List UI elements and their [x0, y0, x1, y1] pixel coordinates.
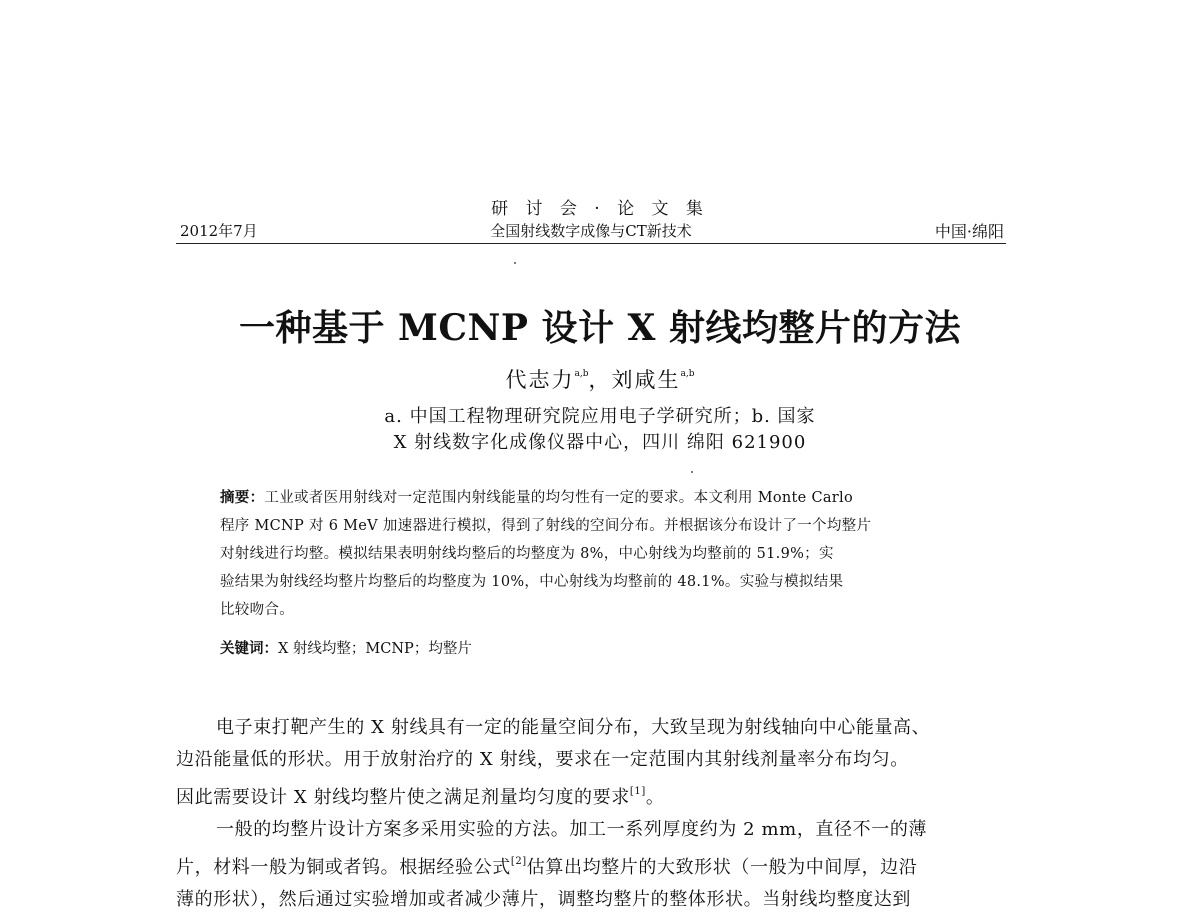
- author-affiliation-mark: a,b: [680, 369, 695, 379]
- body-text-segment: 片，材料一般为铜或者钨。根据经验公式: [176, 857, 511, 878]
- author-name: 刘咸生: [611, 368, 681, 392]
- body-line: 一般的均整片设计方案多采用实验的方法。加工一系列厚度约为 2 mm，直径不一的薄: [216, 819, 928, 840]
- keywords-label: 关键词：: [220, 640, 278, 657]
- body-line: 电子束打靶产生的 X 射线具有一定的能量空间分布，大致呈现为射线轴向中心能量高、: [216, 717, 931, 738]
- abstract-line: 对射线进行均整。模拟结果表明射线均整后的均整度为 8%，中心射线为均整前的 51.9%；实: [220, 546, 834, 562]
- header-date: 2012年7月: [180, 222, 258, 240]
- body-line: [176, 846, 1006, 884]
- keywords: [220, 637, 472, 658]
- author-name: 代志力: [505, 368, 575, 392]
- abstract-label: 摘要：: [220, 489, 265, 506]
- paper-title: 一种基于 MCNP 设计 X 射线均整片的方法: [238, 307, 962, 349]
- abstract: [220, 484, 980, 624]
- abstract-text: 工业或者医用射线对一定范围内射线能量的均匀性有一定的要求。本文利用 Monte Carlo: [264, 490, 853, 506]
- abstract-line: 比较吻合。: [220, 602, 294, 618]
- body-line: 边沿能量低的形状。用于放射治疗的 X 射线，要求在一定范围内其射线剂量率分布均匀。: [176, 749, 909, 770]
- citation-ref[interactable]: [1]: [629, 786, 646, 797]
- author-affiliation-mark: a,b: [574, 369, 589, 379]
- abstract-line: 程序 MCNP 对 6 MeV 加速器进行模拟，得到了射线的空间分布。并根据该分布设计了一个均整片: [220, 518, 872, 534]
- scan-speck: [514, 262, 516, 264]
- body-text-segment: 因此需要设计 X 射线均整片使之满足剂量均匀度的要求: [176, 787, 630, 808]
- body-text-segment: 。: [645, 787, 665, 808]
- body-line: 薄的形状），然后通过实验增加或者减少薄片，调整均整片的整体形状。当射线均整度达到: [176, 889, 911, 910]
- body-text: [176, 712, 1006, 916]
- conference-title: 研 讨 会 · 论 文 集: [491, 199, 709, 219]
- body-text-segment: 估算出均整片的大致形状（一般为中间厚，边沿: [526, 857, 918, 878]
- abstract-line: [220, 484, 980, 512]
- keywords-text: X 射线均整；MCNP；均整片: [278, 641, 472, 657]
- header-rule: [176, 243, 1006, 244]
- author-separator: ，: [588, 368, 612, 392]
- header-theme: 全国射线数字成像与CT新技术: [490, 222, 692, 240]
- header-location: 中国·绵阳: [934, 222, 1004, 241]
- affiliation-line: a. 中国工程物理研究院应用电子学研究所；b. 国家: [384, 406, 816, 427]
- affiliation-line: X 射线数字化成像仪器中心，四川 绵阳 621900: [393, 432, 807, 453]
- author-list: [0, 364, 1200, 394]
- scan-speck: [691, 471, 693, 473]
- running-header: [176, 218, 1006, 244]
- body-line: [176, 776, 1006, 814]
- citation-ref[interactable]: [2]: [510, 856, 527, 867]
- abstract-line: 验结果为射线经均整片均整后的均整度为 10%，中心射线为均整前的 48.1%。实验与模拟结果: [220, 574, 844, 590]
